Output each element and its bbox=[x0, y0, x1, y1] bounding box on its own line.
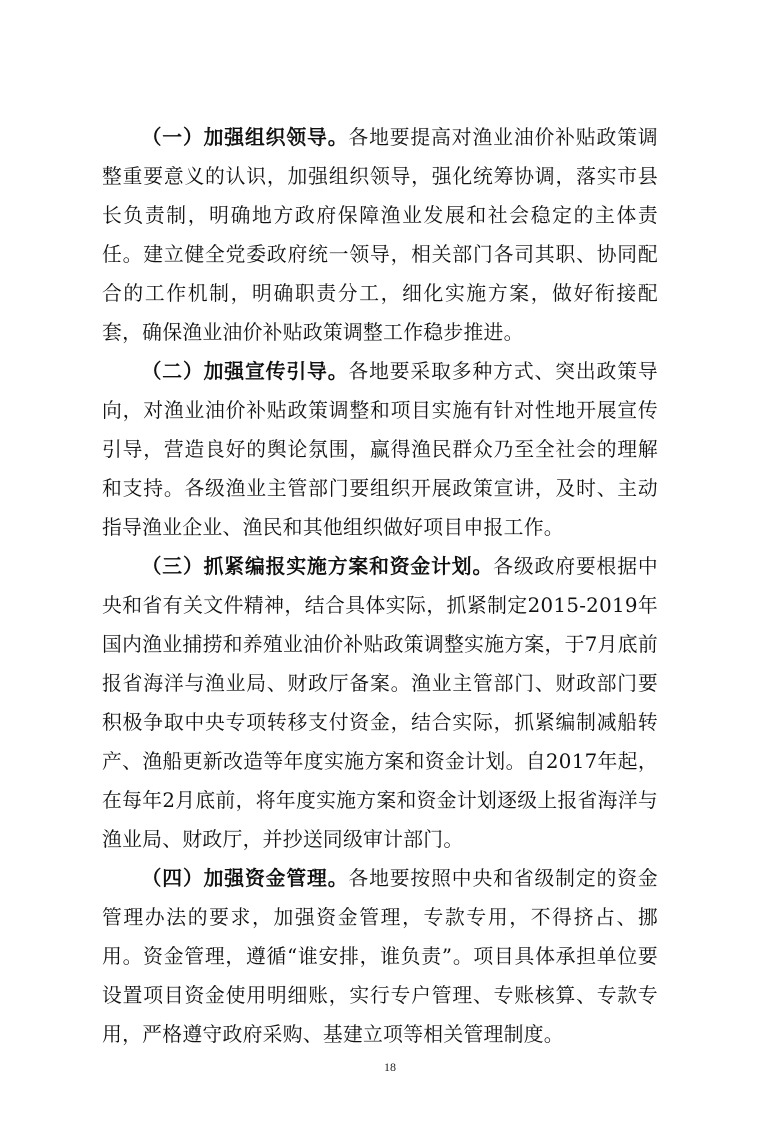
section-heading-4: （四）加强资金管理。 bbox=[141, 867, 349, 890]
paragraph-text-3: 各级政府要根据中央和省有关文件精神，结合具体实际，抓紧制定2015-2019年国内渔业捕捞和养殖业油价补贴政策调整实施方案，于7月底前报省海洋与渔业局、财政厅备案。渔业主管部门、财政部门要积极争取中央专项转移支付资金，结合实际，抓紧编制减船转产、渔船更新改造等年度实施方案和资金计划。自2017年起，在每年2月底前，将年度实施方案和资金计划逐级上报省海洋与渔业局、财政厅，并抄送同级审计部门。 bbox=[102, 555, 658, 851]
paragraph-text-4: 各地要按照中央和省级制定的资金管理办法的要求，加强资金管理，专款专用，不得挤占、挪用。资金管理，遵循“谁安排，谁负责”。项目具体承担单位要设置项目资金使用明细账，实行专户管理、专账核算、专款专用，严格遵守政府采购、基建立项等相关管理制度。 bbox=[102, 867, 658, 1046]
paragraph-publicity-guidance bbox=[102, 352, 658, 547]
paragraph-organization-leadership bbox=[102, 118, 658, 352]
paragraph-text-1: 各地要提高对渔业油价补贴政策调整重要意义的认识，加强组织领导，强化统筹协调，落实市县长负责制，明确地方政府保障渔业发展和社会稳定的主体责任。建立健全党委政府统一领导，相关部门各司其职、协同配合的工作机制，明确职责分工，细化实施方案，做好衔接配套，确保渔业油价补贴政策调整工作稳步推进。 bbox=[102, 126, 658, 344]
page-number: 18 bbox=[384, 1060, 396, 1074]
section-heading-2: （二）加强宣传引导。 bbox=[141, 360, 349, 383]
paragraph-text-2: 各地要采取多种方式、突出政策导向，对渔业油价补贴政策调整和项目实施有针对性地开展宣传引导，营造良好的舆论氛围，赢得渔民群众乃至全社会的理解和支持。各级渔业主管部门要组织开展政策宣讲，及时、主动指导渔业企业、渔民和其他组织做好项目申报工作。 bbox=[102, 360, 658, 539]
body-text bbox=[102, 118, 658, 1054]
section-heading-3: （三）抓紧编报实施方案和资金计划。 bbox=[141, 555, 494, 578]
paragraph-fund-management bbox=[102, 859, 658, 1054]
paragraph-implementation-plan bbox=[102, 547, 658, 859]
section-heading-1: （一）加强组织领导。 bbox=[141, 126, 349, 149]
